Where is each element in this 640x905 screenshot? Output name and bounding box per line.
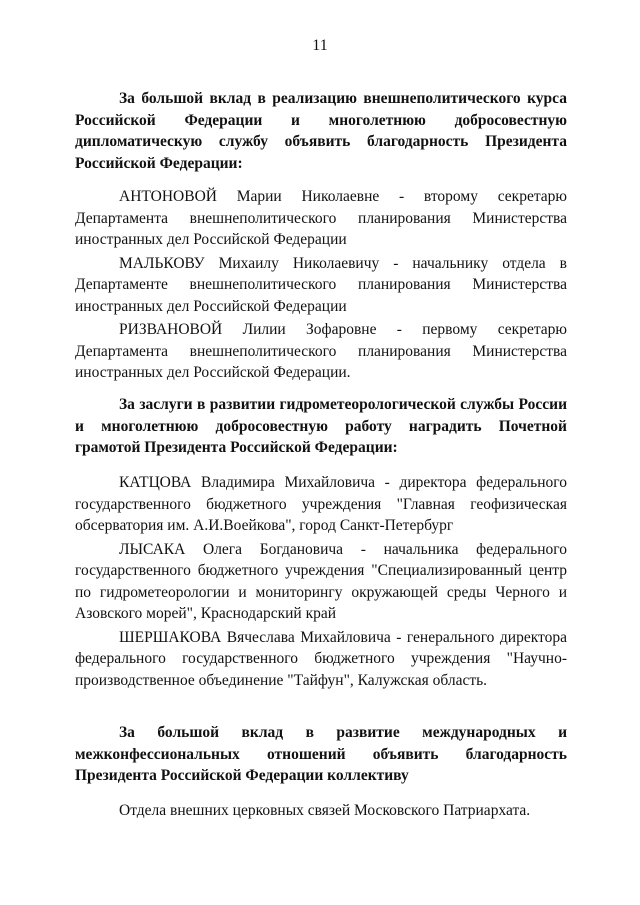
award-entry: АНТОНОВОЙ Марии Николаевне - второму секретарю Департамента внешнеполитического планирования Министерства иностранных дел Российской Федерации — [75, 188, 567, 248]
section-hydrometeorology-entries — [75, 472, 567, 691]
section-heading: За большой вклад в реализацию внешнеполитического курса Российской Федерации и многолетнюю добросовестную дипломатическую службу объявить благодарность Президента Российской Федерации: — [75, 90, 567, 172]
award-entry: РИЗВАНОВОЙ Лилии Зофаровне - первому секретарю Департамента внешнеполитического планирования Министерства иностранных дел Российской Федерации. — [75, 321, 567, 381]
section-international-relations — [75, 722, 567, 787]
section-heading: За большой вклад в развитие международных и межконфессиональных отношений объявить благодарность Президента Российской Федерации коллективу — [75, 724, 567, 784]
section-diplomatic-service — [75, 88, 567, 174]
award-entry: ШЕРШАКОВА Вячеслава Михайловича - генерального директора федерального государственного бюджетного учреждения "Научно-производственное объединение "Тайфун", Калужская область. — [75, 628, 567, 689]
award-entry: МАЛЬКОВУ Михаилу Николаевичу - начальнику отдела в Департаменте внешнеполитического планирования Министерства иностранных дел Российской Федерации — [75, 254, 567, 315]
page-number: 11 — [312, 37, 328, 54]
award-entry: Отдела внешних церковных связей Московского Патриархата. — [119, 802, 531, 819]
award-entry: ЛЫСАКА Олега Богдановича - начальника федерального государственного бюджетного учреждения "Специализированный центр по гидрометеорологии и мониторингу окружающей среды Черного и Азовского морей", Краснодарский край — [75, 540, 567, 622]
award-entry: КАТЦОВА Владимира Михайловича - директора федерального государственного бюджетного учреждения "Главная геофизическая обсерватория им. А.И.Воейкова", город Санкт-Петербург — [75, 474, 567, 534]
section-international-relations-entries — [75, 800, 567, 822]
section-diplomatic-service-entries — [75, 186, 567, 384]
section-hydrometeorology — [75, 394, 567, 459]
section-heading: За заслуги в развитии гидрометеорологической службы России и многолетнюю добросовестную работу наградить Почетной грамотой Президента Российской Федерации: — [75, 396, 567, 456]
